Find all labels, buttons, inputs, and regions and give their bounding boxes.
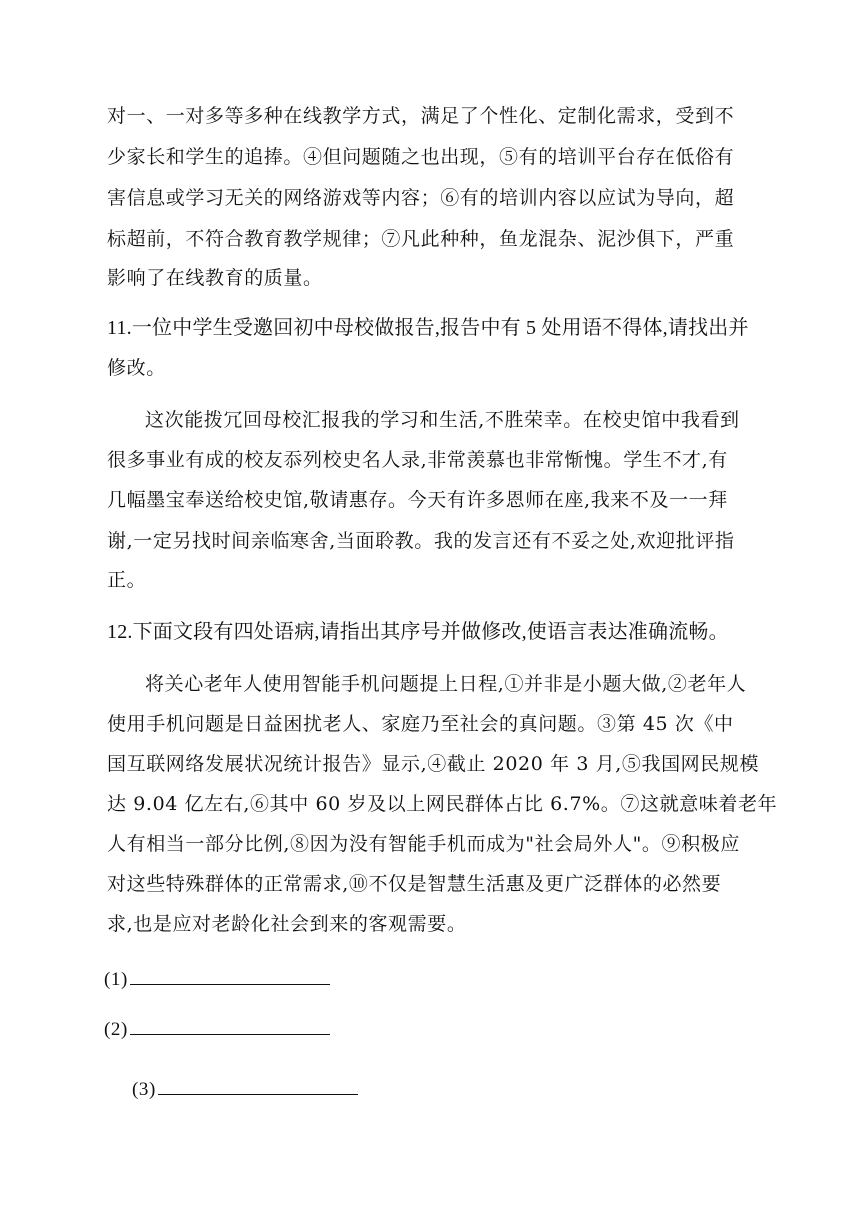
- question12-prompt: 12.下面文段有四处语病,请指出其序号并做修改,使语言表达准确流畅。: [107, 621, 729, 643]
- question11-passage-line-5: 正。: [107, 569, 147, 591]
- answer-label-2: (2): [104, 1019, 128, 1040]
- question12-passage-line-4: 达 9.04 亿左右,⑥其中 60 岁及以上网民群体占比 6.7%。⑦这就意味着老年: [107, 793, 778, 815]
- question12-passage-line-2: 使用手机问题是日益困扰老人、家庭乃至社会的真问题。③第 45 次《中: [107, 713, 734, 735]
- question11-passage-line-1: 这次能拨冗回母校汇报我的学习和生活,不胜荣幸。在校史馆中我看到: [145, 409, 740, 431]
- passage1-line-1: 对一、一对多等多种在线教学方式，满足了个性化、定制化需求，受到不: [107, 105, 735, 127]
- passage1-line-5: 影响了在线教育的质量。: [107, 267, 323, 289]
- passage1-line-2: 少家长和学生的追捧。④但问题随之也出现，⑤有的培训平台存在低俗有: [107, 146, 735, 168]
- question11-prompt-line-2: 修改。: [107, 357, 166, 379]
- answer-blank-2[interactable]: [130, 1016, 330, 1035]
- answer-row-3: [132, 1076, 358, 1102]
- answer-label-3: (3): [132, 1079, 156, 1100]
- question12-passage-line-7: 求,也是应对老龄化社会到来的客观需要。: [107, 913, 467, 935]
- question11-passage-line-3: 几幅墨宝奉送给校史馆,敬请惠存。今天有许多恩师在座,我来不及一一拜: [107, 489, 728, 511]
- question11-passage-line-4: 谢,一定另找时间亲临寒舍,当面聆教。我的发言还有不妥之处,欢迎批评指: [107, 530, 735, 552]
- answer-row-1: [104, 966, 330, 992]
- question12-passage-line-6: 对这些特殊群体的正常需求,⑩不仅是智慧生活惠及更广泛群体的必然要: [107, 873, 722, 895]
- passage1-line-3: 害信息或学习无关的网络游戏等内容；⑥有的培训内容以应试为导向，超: [107, 187, 735, 209]
- question12-passage-line-3: 国互联网络发展状况统计报告》显示,④截止 2020 年 3 月,⑤我国网民规模: [107, 753, 760, 775]
- question12-passage-line-1: 将关心老年人使用智能手机问题提上日程,①并非是小题大做,②老年人: [145, 673, 747, 695]
- answer-blank-3[interactable]: [158, 1076, 358, 1095]
- question11-prompt-line-1: 11.一位中学生受邀回初中母校做报告,报告中有 5 处用语不得体,请找出并: [107, 317, 749, 339]
- question12-passage-line-5: 人有相当一部分比例,⑧因为没有智能手机而成为"社会局外人"。⑨积极应: [107, 833, 740, 855]
- answer-label-1: (1): [104, 969, 128, 990]
- answer-blank-1[interactable]: [130, 966, 330, 985]
- passage1-line-4: 标超前，不符合教育教学规律；⑦凡此种种，鱼龙混杂、泥沙俱下，严重: [107, 228, 735, 250]
- question11-passage-line-2: 很多事业有成的校友忝列校史名人录,非常羡慕也非常惭愧。学生不才,有: [107, 449, 728, 471]
- answer-row-2: [104, 1016, 330, 1042]
